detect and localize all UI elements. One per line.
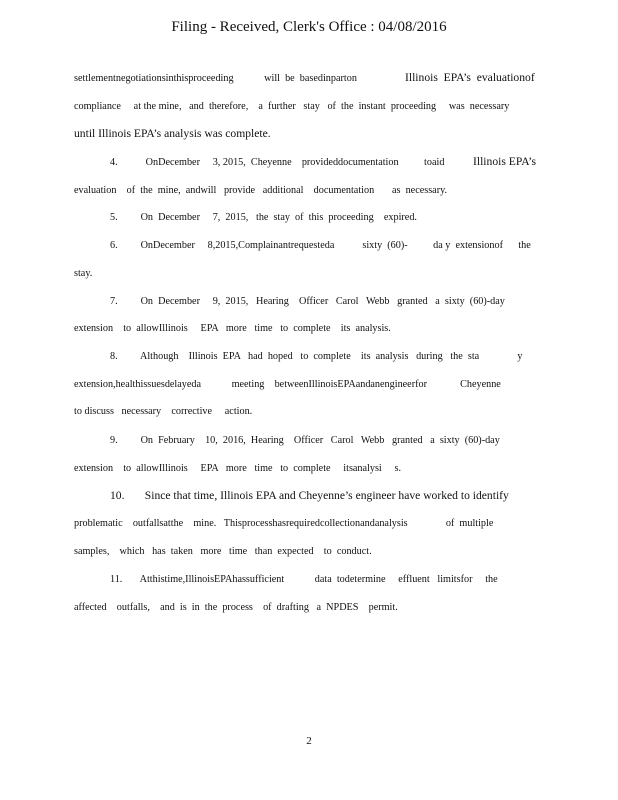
body-line: 8. Although Illinois EPA had hoped to complete its analysis during the sta y: [110, 351, 523, 362]
body-line: evaluation of the mine, andwill provide additional documentation as necessary.: [74, 185, 448, 196]
body-line: 11. Atthistime,IllinoisEPAhassufficient data todetermine effluent limitsfor the: [110, 574, 498, 585]
body-line: 9. On February 10, 2016, Hearing Officer Carol Webb granted a sixty (60)-day: [110, 435, 500, 446]
body-line: 5. On December 7, 2015, the stay of this proceeding expired.: [110, 212, 417, 223]
body-line: affected outfalls, and is in the process of drafting a NPDES permit.: [74, 602, 398, 613]
body-line: Illinois EPA’s: [473, 155, 537, 168]
body-line: extension,healthissuesdelayeda meeting betweenIllinoisEPAandanengineerfor Cheyenne: [74, 379, 501, 390]
body-line: stay.: [74, 268, 93, 279]
body-line: problematic outfallsatthe mine. Thisprocesshasrequiredcollectionandanalysis of multiple: [74, 518, 494, 529]
body-line: until Illinois EPA’s analysis was complete.: [74, 127, 271, 140]
body-line: compliance at the mine, and therefore, a further stay of the instant proceeding was necessary: [74, 101, 510, 112]
body-line: extension to allowIllinois EPA more time to complete its analysis.: [74, 323, 391, 334]
filing-header: Filing - Received, Clerk's Office : 04/08/2016: [171, 19, 447, 35]
page-number: 2: [306, 735, 312, 747]
body-line: 10. Since that time, Illinois EPA and Cheyenne’s engineer have worked to identify: [110, 489, 509, 502]
body-line: 7. On December 9, 2015, Hearing Officer Carol Webb granted a sixty (60)-day: [110, 296, 505, 307]
body-line: samples, which has taken more time than expected to conduct.: [74, 546, 372, 557]
body-line: settlementnegotiationsinthisproceeding will be basedinparton: [74, 73, 357, 84]
body-line: 4. OnDecember 3, 2015, Cheyenne provideddocumentation toaid: [110, 157, 445, 168]
body-line: extension to allowIllinois EPA more time to complete itsanalysi s.: [74, 463, 402, 474]
body-line: to discuss necessary corrective action.: [74, 406, 253, 417]
body-line: Illinois EPA’s evaluationof: [405, 71, 535, 84]
body-line: 6. OnDecember 8,2015,Complainantrequesteda sixty (60)- da y extensionof the: [110, 240, 531, 251]
